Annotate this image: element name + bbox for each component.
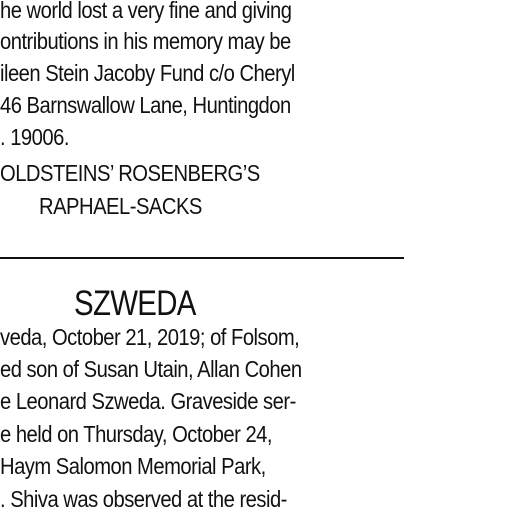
text-line: ontributions in his memory may be	[0, 28, 291, 54]
funeral-home-names: RAPHAEL-SACKS	[39, 193, 202, 219]
section-divider	[0, 257, 404, 259]
text-line: ileen Stein Jacoby Fund c/o Cheryl	[0, 60, 295, 86]
text-line: . 19006.	[0, 124, 69, 150]
text-line: veda, October 21, 2019; of Folsom,	[0, 324, 300, 350]
text-line: e held on Thursday, October 24,	[0, 421, 272, 447]
obituary-name-heading: SZWEDA	[74, 284, 196, 323]
text-line: Haym Salomon Memorial Park,	[0, 453, 266, 479]
text-line: . Shiva was observed at the resid-	[0, 486, 287, 512]
text-line: ed son of Susan Utain, Allan Cohen	[0, 356, 302, 382]
funeral-home-names: OLDSTEINS’ ROSENBERG’S	[0, 160, 260, 186]
text-line: 46 Barnswallow Lane, Huntingdon	[0, 92, 291, 118]
text-line: he world lost a very fine and giving	[0, 0, 292, 23]
text-line: e Leonard Szweda. Graveside ser-	[0, 388, 296, 414]
